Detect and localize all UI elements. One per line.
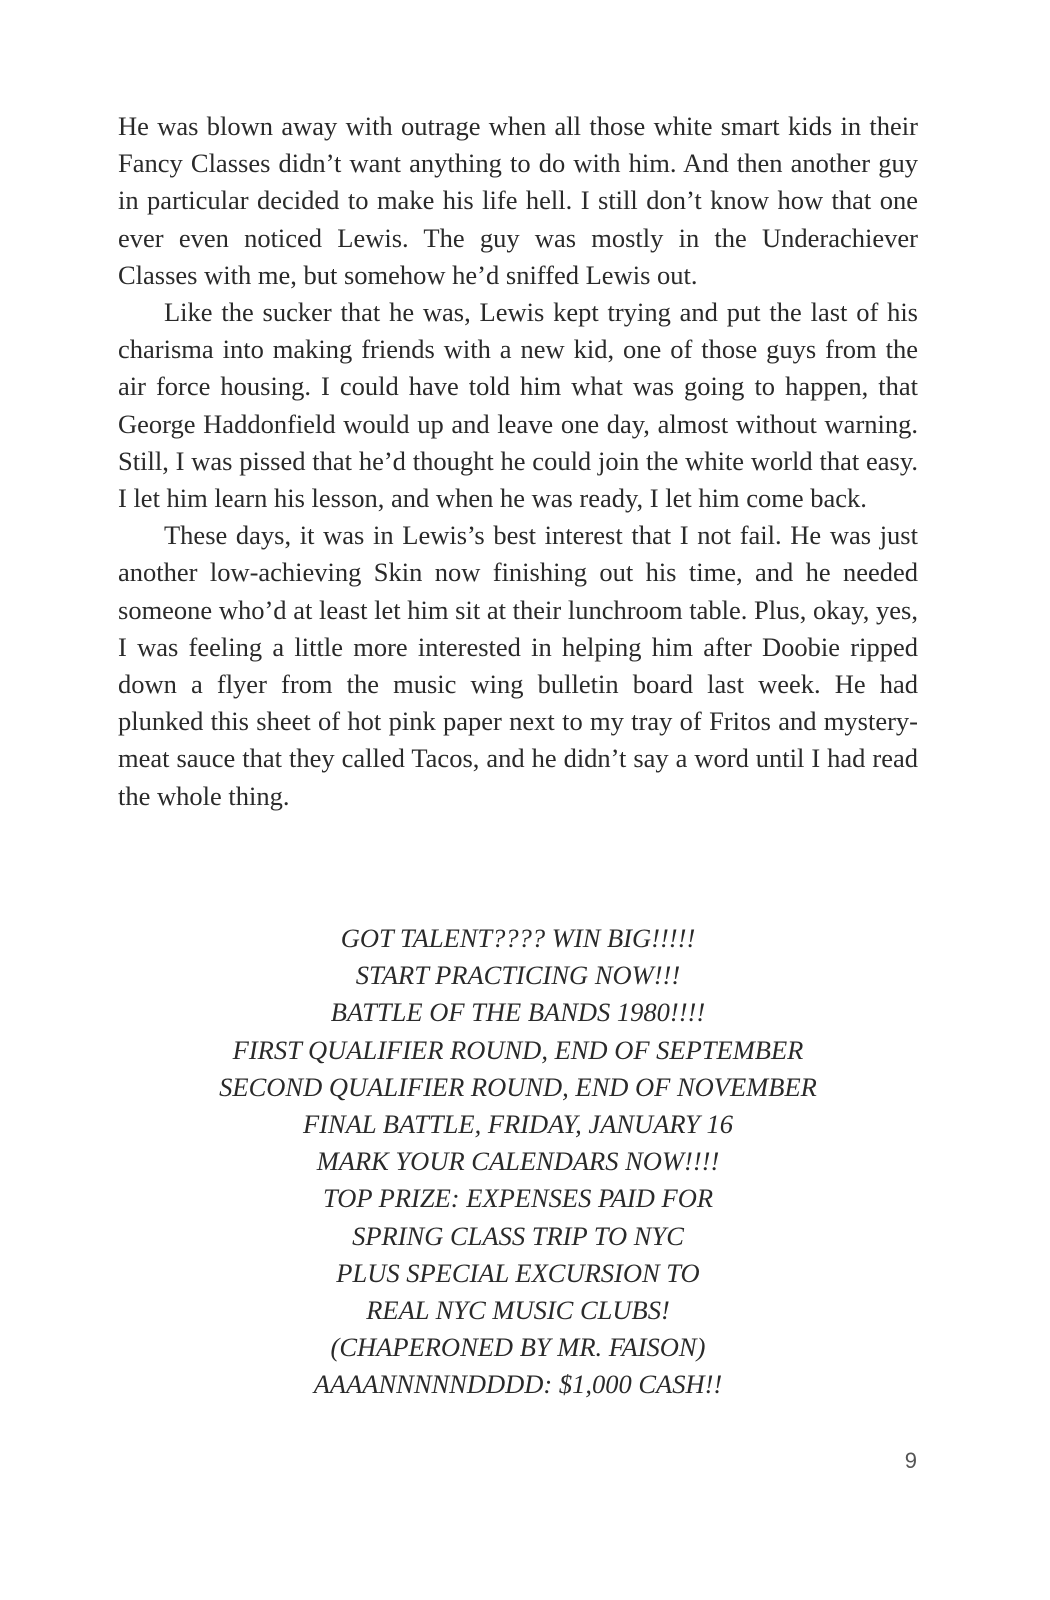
flyer-line: FINAL BATTLE, FRIDAY, JANUARY 16 [303, 1109, 733, 1140]
paragraph: He was blown away with outrage when all those white smart kids in their Fancy Classes didn’t want anything to do with him. And then another guy in particular decided to make his life hell. I still don’t know how that one ever even noticed Lewis. The guy was mostly in the Underachiever Classes with me, but somehow he’d sniffed Lewis out. [118, 111, 918, 290]
flyer-line: MARK YOUR CALENDARS NOW!!!! [316, 1146, 720, 1177]
flyer-line: (CHAPERONED BY MR. FAISON) [330, 1332, 706, 1363]
flyer-line: REAL NYC MUSIC CLUBS! [366, 1295, 670, 1326]
paragraph: These days, it was in Lewis’s best interest that I not fail. He was just another low-achieving Skin now finishing out his time, and he needed someone who’d at least let him sit at their lunchroom table. Plus, okay, yes, I was feeling a little more interested in helping him after Doobie ripped down a flyer from the music wing bulletin board last week. He had plunked this sheet of hot pink paper next to my tray of Fritos and mystery-meat sauce that they called Tacos, and he didn’t say a word until I had read the whole thing. [118, 520, 918, 811]
flyer-line: PLUS SPECIAL EXCURSION TO [336, 1257, 700, 1288]
page-number: 9 [904, 1448, 917, 1473]
flyer-text [118, 920, 918, 1404]
flyer-line: BATTLE OF THE BANDS 1980!!!! [330, 997, 706, 1028]
body-text [118, 108, 918, 815]
flyer-line: START PRACTICING NOW!!! [355, 960, 681, 991]
paragraph: Like the sucker that he was, Lewis kept trying and put the last of his charisma into making friends with a new kid, one of those guys from the air force housing. I could have told him what was going to happen, that George Haddonfield would up and leave one day, almost without warning. Still, I was pissed that he’d thought he could join the white world that easy. I let him learn his lesson, and when he was ready, I let him come back. [118, 297, 918, 514]
flyer-line: SECOND QUALIFIER ROUND, END OF NOVEMBER [219, 1071, 817, 1102]
flyer-line: AAAANNNNNDDDD: $1,000 CASH!! [313, 1369, 723, 1400]
flyer-line: FIRST QUALIFIER ROUND, END OF SEPTEMBER [232, 1034, 804, 1065]
flyer-line: TOP PRIZE: EXPENSES PAID FOR [322, 1183, 714, 1214]
flyer-line: GOT TALENT???? WIN BIG!!!!! [340, 923, 696, 953]
flyer-line: SPRING CLASS TRIP TO NYC [352, 1220, 684, 1251]
